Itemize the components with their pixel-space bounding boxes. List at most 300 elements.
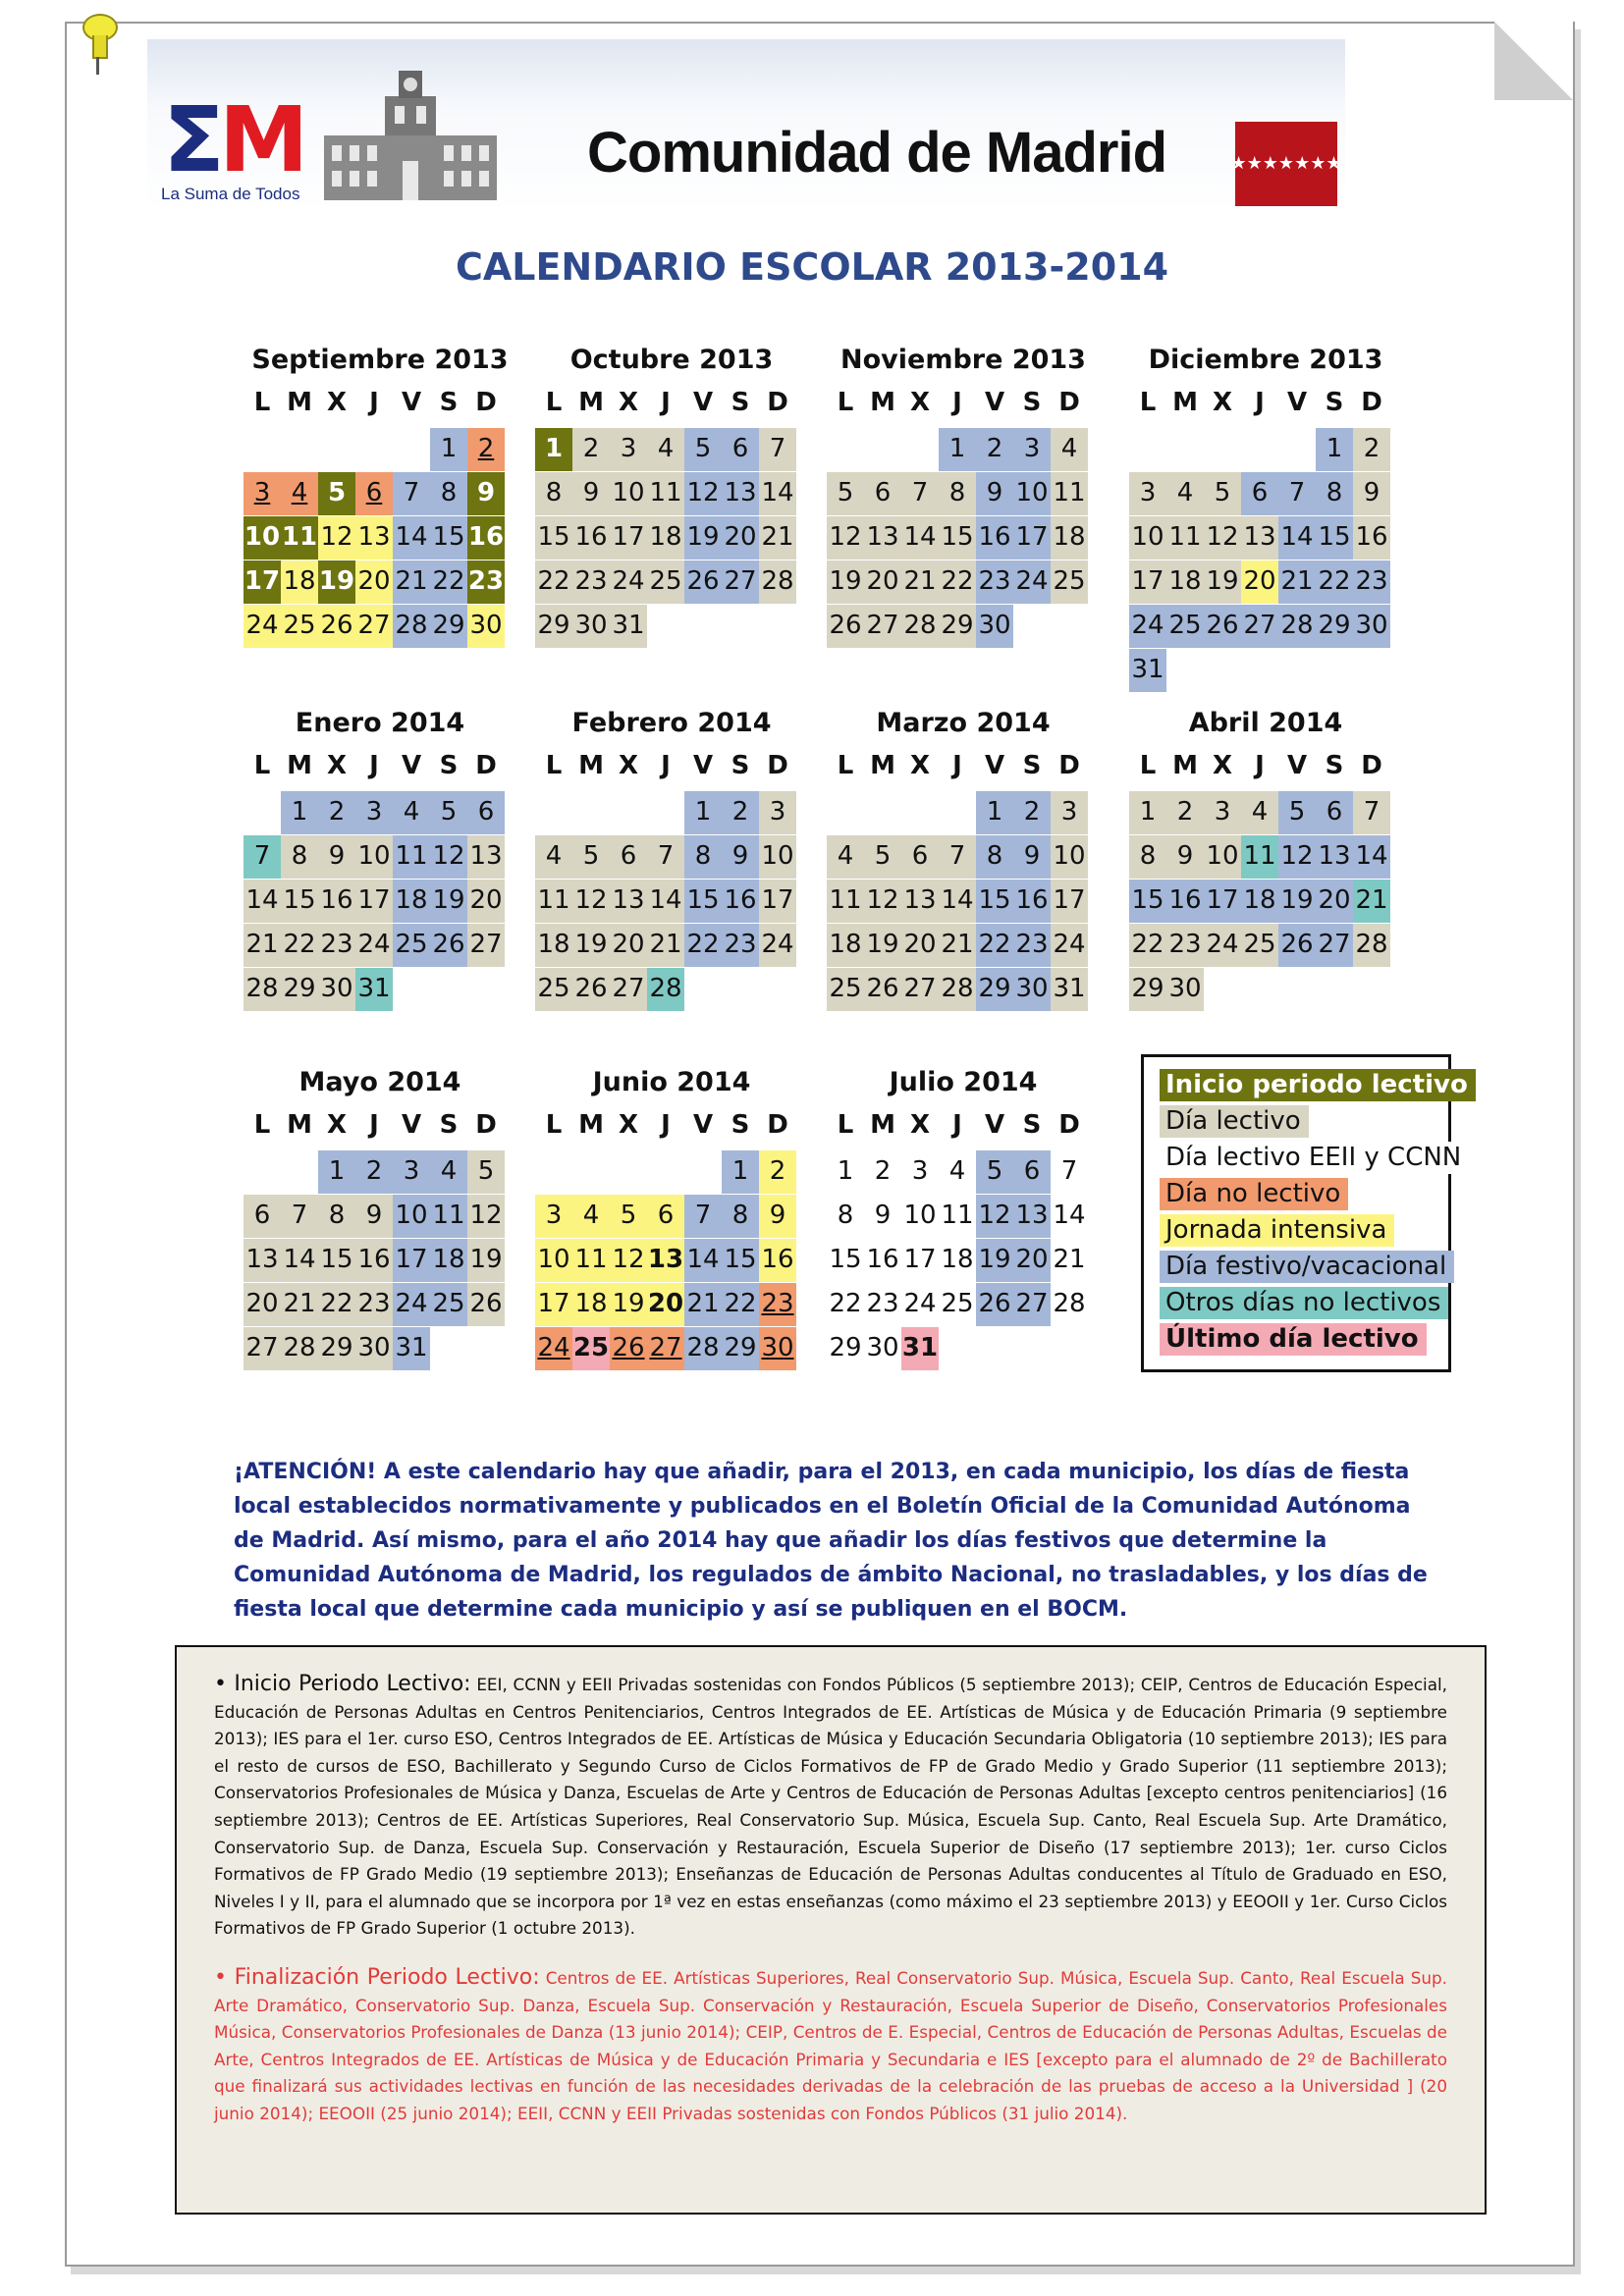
day-cell: 23 xyxy=(759,1283,796,1326)
day-cell: 21 xyxy=(684,1283,722,1326)
day-cell: 16 xyxy=(1013,880,1051,923)
day-cell: 11 xyxy=(941,1201,974,1230)
day-cell: 18 xyxy=(535,924,572,967)
day-cell: 14 xyxy=(684,1239,722,1282)
day-cell: 2 xyxy=(1013,791,1051,834)
day-cell: 26 xyxy=(430,924,467,967)
note-finalizacion-text: Centros de EE. Artísticas Superiores, Real Conservatorio Sup. Música, Escuela Sup. Canto, Real Escuela Sup. Arte Dramático, Conservatorio Sup. Danza, Escuela Sup. Conservación y Restauración, Escuela Superior de Diseño, Conservatorios Profesionales Música, Conservatorios Profesionales de Danza (13 junio 2014); CEIP, Centros de E. Especial, Centros de Educación de Personas Adultas, Escuelas de Arte, Centros Integrados de EE. Artísticas de Música y de Educación Primaria y Secundaria e IES [excepto para el alumnado de 2º de Bachillerato que finalizará sus actividades lectivas en función de las necesidades derivadas de la celebración de las pruebas de acceso a la Universidad ] (20 junio 2014); EEOOII (25 junio 2014); EEII, CCNN y EEII Privadas sostenidas con Fondos Públicos (31 julio 2014). xyxy=(214,1967,1448,2123)
day-cell: 2 xyxy=(976,428,1013,471)
day-cell: 4 xyxy=(572,1195,610,1238)
day-cell: 31 xyxy=(1129,649,1166,692)
weekday-label: L xyxy=(1139,388,1157,417)
day-grid xyxy=(1129,791,1402,1011)
day-cell: 24 xyxy=(759,924,796,967)
weekday-label: M xyxy=(287,1110,312,1140)
weekday-label: D xyxy=(1058,751,1080,780)
day-grid xyxy=(1129,428,1402,692)
day-cell: 28 xyxy=(1278,605,1316,648)
day-cell: 18 xyxy=(1241,880,1278,923)
day-cell: 27 xyxy=(647,1327,684,1370)
day-cell: 10 xyxy=(1204,835,1241,879)
day-cell: 26 xyxy=(976,1283,1013,1326)
day-cell: 22 xyxy=(722,1283,759,1326)
day-cell: 29 xyxy=(535,605,572,648)
day-cell: 13 xyxy=(722,472,759,515)
day-grid xyxy=(827,428,1100,648)
day-cell: 28 xyxy=(1053,1289,1086,1318)
day-cell: 9 xyxy=(467,472,505,515)
weekday-label: V xyxy=(984,1110,1005,1140)
pushpin-icon xyxy=(77,8,120,77)
day-cell: 7 xyxy=(647,835,684,879)
day-cell: 10 xyxy=(903,1201,937,1230)
day-cell: 7 xyxy=(281,1195,318,1238)
day-cell: 17 xyxy=(759,880,796,923)
weekday-label: L xyxy=(545,751,563,780)
day-cell: 27 xyxy=(864,605,901,648)
day-cell: 26 xyxy=(467,1283,505,1326)
day-cell: 15 xyxy=(535,516,572,560)
month-name: Julio 2014 xyxy=(889,1067,1038,1097)
day-cell: 7 xyxy=(684,1195,722,1238)
month-calendar xyxy=(244,344,516,648)
day-cell: 27 xyxy=(610,968,647,1011)
day-cell: 12 xyxy=(1278,835,1316,879)
day-cell: 11 xyxy=(430,1195,467,1238)
day-cell: 20 xyxy=(864,561,901,604)
day-cell: 17 xyxy=(244,561,281,604)
day-cell: 28 xyxy=(684,1327,722,1370)
day-cell: 12 xyxy=(827,516,864,560)
day-cell: 20 xyxy=(610,924,647,967)
weekday-label: J xyxy=(661,1110,671,1140)
weekday-header xyxy=(827,385,1100,420)
day-cell: 24 xyxy=(903,1289,937,1318)
weekday-label: X xyxy=(618,388,639,417)
day-cell: 27 xyxy=(1241,605,1278,648)
day-cell: 21 xyxy=(1053,1245,1086,1274)
day-cell: 4 xyxy=(393,791,430,834)
em-logo: ΣM xyxy=(163,87,303,192)
day-cell: 31 xyxy=(610,605,647,648)
day-cell: 26 xyxy=(1204,605,1241,648)
weekday-header xyxy=(244,748,516,783)
day-cell: 3 xyxy=(244,472,281,515)
weekday-label: D xyxy=(475,388,497,417)
day-cell: 21 xyxy=(1353,880,1390,923)
day-cell: 7 xyxy=(759,428,796,471)
day-cell: 9 xyxy=(1013,835,1051,879)
weekday-label: L xyxy=(253,388,271,417)
day-cell: 20 xyxy=(901,924,939,967)
day-cell: 27 xyxy=(1316,924,1353,967)
weekday-label: S xyxy=(439,388,459,417)
day-cell: 22 xyxy=(684,924,722,967)
day-cell: 15 xyxy=(1129,880,1166,923)
day-cell: 5 xyxy=(572,835,610,879)
month-name: Marzo 2014 xyxy=(876,708,1051,738)
day-cell: 23 xyxy=(1166,924,1204,967)
day-cell: 13 xyxy=(901,880,939,923)
day-cell: 12 xyxy=(318,516,355,560)
day-cell: 25 xyxy=(1166,605,1204,648)
day-cell: 30 xyxy=(1353,605,1390,648)
day-cell: 13 xyxy=(1241,516,1278,560)
month-calendar xyxy=(535,707,808,1011)
weekday-label: L xyxy=(837,1110,854,1140)
day-cell: 24 xyxy=(1051,924,1088,967)
day-cell: 25 xyxy=(647,561,684,604)
day-cell: 8 xyxy=(722,1195,759,1238)
weekday-label: S xyxy=(1022,388,1042,417)
day-cell: 28 xyxy=(281,1327,318,1370)
day-cell: 3 xyxy=(610,428,647,471)
day-cell: 17 xyxy=(355,880,393,923)
day-cell: 29 xyxy=(939,605,976,648)
day-cell: 24 xyxy=(355,924,393,967)
legend xyxy=(1141,1054,1468,1372)
day-cell: 21 xyxy=(939,924,976,967)
day-cell: 2 xyxy=(1166,791,1204,834)
day-cell: 18 xyxy=(1051,516,1088,560)
day-cell: 22 xyxy=(829,1289,862,1318)
weekday-label: M xyxy=(870,751,895,780)
day-cell: 25 xyxy=(572,1327,610,1370)
day-cell: 7 xyxy=(1278,472,1316,515)
weekday-label: D xyxy=(767,388,788,417)
weekday-label: J xyxy=(1255,751,1265,780)
day-cell: 29 xyxy=(976,968,1013,1011)
day-cell: 14 xyxy=(1353,835,1390,879)
weekday-header xyxy=(244,385,516,420)
weekday-label: M xyxy=(287,388,312,417)
day-cell: 2 xyxy=(722,791,759,834)
day-cell: 21 xyxy=(1278,561,1316,604)
weekday-label: L xyxy=(545,388,563,417)
day-cell: 1 xyxy=(837,1156,854,1186)
day-cell: 26 xyxy=(572,968,610,1011)
day-cell: 24 xyxy=(1204,924,1241,967)
day-cell: 29 xyxy=(430,605,467,648)
day-cell: 28 xyxy=(244,968,281,1011)
day-cell: 15 xyxy=(976,880,1013,923)
day-cell: 1 xyxy=(1316,428,1353,471)
day-cell: 26 xyxy=(684,561,722,604)
day-cell: 23 xyxy=(1013,924,1051,967)
day-cell: 10 xyxy=(244,516,281,560)
day-cell: 26 xyxy=(864,968,901,1011)
legend-item-lectivo-eeii: Día lectivo EEII y CCNN xyxy=(1160,1142,1469,1174)
weekday-label: L xyxy=(837,388,854,417)
note-finalizacion xyxy=(214,1964,1447,2128)
weekday-header xyxy=(1129,385,1402,420)
day-cell: 3 xyxy=(911,1156,929,1186)
day-cell: 1 xyxy=(939,428,976,471)
note-inicio xyxy=(214,1671,1447,1943)
day-cell: 9 xyxy=(874,1201,892,1230)
day-cell: 21 xyxy=(281,1283,318,1326)
day-cell: 27 xyxy=(722,561,759,604)
day-cell: 14 xyxy=(1053,1201,1086,1230)
month-calendar xyxy=(244,707,516,1011)
day-cell: 7 xyxy=(244,835,281,879)
day-cell: 3 xyxy=(1204,791,1241,834)
day-cell: 10 xyxy=(610,472,647,515)
weekday-label: X xyxy=(618,1110,639,1140)
day-cell: 8 xyxy=(1129,835,1166,879)
month-calendar xyxy=(827,707,1100,1011)
day-cell: 19 xyxy=(827,561,864,604)
day-cell: 29 xyxy=(829,1333,862,1362)
day-cell: 17 xyxy=(1204,880,1241,923)
day-cell: 30 xyxy=(976,605,1013,648)
day-cell: 28 xyxy=(1353,924,1390,967)
day-cell: 15 xyxy=(430,516,467,560)
day-cell: 23 xyxy=(1353,561,1390,604)
weekday-label: X xyxy=(326,388,348,417)
day-cell: 24 xyxy=(244,605,281,648)
day-cell: 18 xyxy=(430,1239,467,1282)
day-cell: 14 xyxy=(393,516,430,560)
day-cell: 9 xyxy=(1353,472,1390,515)
day-cell: 7 xyxy=(1060,1156,1078,1186)
weekday-header xyxy=(827,1107,1100,1143)
legend-item-intensiva: Jornada intensiva xyxy=(1160,1214,1394,1247)
day-cell: 9 xyxy=(722,835,759,879)
weekday-label: V xyxy=(984,751,1005,780)
day-cell: 4 xyxy=(1166,472,1204,515)
day-cell: 29 xyxy=(281,968,318,1011)
day-cell: 14 xyxy=(1278,516,1316,560)
month-calendar xyxy=(1129,344,1402,692)
day-cell: 14 xyxy=(939,880,976,923)
day-cell: 30 xyxy=(759,1327,796,1370)
day-cell: 6 xyxy=(1316,791,1353,834)
day-cell: 20 xyxy=(355,561,393,604)
day-cell: 24 xyxy=(393,1283,430,1326)
day-cell: 26 xyxy=(610,1327,647,1370)
day-cell: 21 xyxy=(647,924,684,967)
day-cell: 3 xyxy=(1013,428,1051,471)
attention-note: ¡ATENCIÓN! A este calendario hay que añadir, para el 2013, en cada municipio, los días de fiesta local establecidos normativamente y publicados en el Boletín Oficial de la Comunidad Autónoma de Madrid. Así mismo, para el año 2014 hay que añadir los días festivos que determine la Comunidad Autónoma de Madrid, los regulados de ámbito Nacional, no trasladables, y los días de fiesta local que determine cada municipio y así se publiquen en el BOCM. xyxy=(234,1460,1428,1622)
day-cell: 9 xyxy=(759,1195,796,1238)
day-cell: 23 xyxy=(722,924,759,967)
weekday-label: S xyxy=(731,1110,750,1140)
day-cell: 5 xyxy=(318,472,355,515)
weekday-label: V xyxy=(401,751,422,780)
day-cell: 8 xyxy=(684,835,722,879)
day-cell: 7 xyxy=(393,472,430,515)
day-cell: 13 xyxy=(355,516,393,560)
day-cell: 3 xyxy=(759,791,796,834)
month-name: Febrero 2014 xyxy=(571,708,772,738)
day-cell: 4 xyxy=(535,835,572,879)
day-cell: 25 xyxy=(941,1289,974,1318)
day-cell: 1 xyxy=(430,428,467,471)
day-cell: 1 xyxy=(684,791,722,834)
day-cell: 23 xyxy=(866,1289,899,1318)
weekday-header xyxy=(535,1107,808,1143)
day-cell: 13 xyxy=(1013,1195,1051,1238)
day-cell: 12 xyxy=(684,472,722,515)
day-cell: 18 xyxy=(572,1283,610,1326)
day-cell: 24 xyxy=(535,1327,572,1370)
day-cell: 21 xyxy=(393,561,430,604)
day-cell: 1 xyxy=(535,428,572,471)
day-cell: 27 xyxy=(901,968,939,1011)
day-cell: 15 xyxy=(318,1239,355,1282)
day-cell: 15 xyxy=(829,1245,862,1274)
day-cell: 16 xyxy=(318,880,355,923)
day-cell: 11 xyxy=(535,880,572,923)
note-finalizacion-heading: • Finalización Periodo Lectivo: xyxy=(214,1964,540,1990)
day-cell: 9 xyxy=(318,835,355,879)
day-cell: 25 xyxy=(1241,924,1278,967)
day-cell: 8 xyxy=(837,1201,854,1230)
day-cell: 19 xyxy=(684,516,722,560)
day-cell: 19 xyxy=(1204,561,1241,604)
day-cell: 9 xyxy=(976,472,1013,515)
day-cell: 3 xyxy=(535,1195,572,1238)
day-cell: 29 xyxy=(318,1327,355,1370)
day-cell: 21 xyxy=(901,561,939,604)
banner-title: Comunidad de Madrid xyxy=(587,121,1166,185)
day-cell: 28 xyxy=(939,968,976,1011)
day-cell: 4 xyxy=(430,1150,467,1194)
day-cell: 23 xyxy=(355,1283,393,1326)
month-calendar xyxy=(827,344,1100,648)
day-cell: 30 xyxy=(1013,968,1051,1011)
day-cell: 22 xyxy=(1129,924,1166,967)
day-cell: 29 xyxy=(722,1327,759,1370)
day-cell: 22 xyxy=(939,561,976,604)
day-cell: 20 xyxy=(1013,1239,1051,1282)
day-cell: 26 xyxy=(318,605,355,648)
page-curl xyxy=(1494,22,1573,100)
day-grid xyxy=(827,1150,1100,1370)
day-cell: 15 xyxy=(939,516,976,560)
weekday-label: D xyxy=(767,1110,788,1140)
day-cell: 19 xyxy=(572,924,610,967)
day-cell: 30 xyxy=(318,968,355,1011)
day-cell: 16 xyxy=(355,1239,393,1282)
month-name: Diciembre 2013 xyxy=(1148,345,1383,375)
day-cell: 14 xyxy=(759,472,796,515)
legend-item-lectivo: Día lectivo xyxy=(1160,1105,1309,1138)
day-cell: 17 xyxy=(535,1283,572,1326)
day-cell: 2 xyxy=(467,428,505,471)
month-name: Noviembre 2013 xyxy=(840,345,1086,375)
day-cell: 13 xyxy=(647,1239,684,1282)
day-cell: 6 xyxy=(244,1195,281,1238)
weekday-label: V xyxy=(692,388,714,417)
weekday-label: M xyxy=(287,751,312,780)
day-cell: 23 xyxy=(976,561,1013,604)
day-cell: 11 xyxy=(647,472,684,515)
day-cell: 15 xyxy=(722,1239,759,1282)
weekday-label: S xyxy=(1325,388,1344,417)
day-cell: 25 xyxy=(281,605,318,648)
note-inicio-heading: • Inicio Periodo Lectivo: xyxy=(214,1672,471,1696)
day-cell: 16 xyxy=(759,1239,796,1282)
day-cell: 30 xyxy=(572,605,610,648)
day-cell: 22 xyxy=(318,1283,355,1326)
day-cell: 11 xyxy=(1241,835,1278,879)
month-calendar xyxy=(1129,707,1402,1011)
day-cell: 9 xyxy=(572,472,610,515)
legend-item-no-lectivo: Día no lectivo xyxy=(1160,1178,1348,1210)
day-grid xyxy=(535,1150,808,1370)
weekday-label: L xyxy=(545,1110,563,1140)
day-cell: 16 xyxy=(976,516,1013,560)
day-cell: 13 xyxy=(244,1239,281,1282)
weekday-label: J xyxy=(661,388,671,417)
day-cell: 16 xyxy=(1353,516,1390,560)
day-cell: 17 xyxy=(1129,561,1166,604)
weekday-header xyxy=(535,748,808,783)
weekday-label: M xyxy=(578,751,604,780)
document-title: CALENDARIO ESCOLAR 2013-2014 xyxy=(455,245,1169,289)
day-cell: 14 xyxy=(244,880,281,923)
day-cell: 4 xyxy=(1241,791,1278,834)
day-cell: 18 xyxy=(827,924,864,967)
day-cell: 22 xyxy=(1316,561,1353,604)
month-name: Mayo 2014 xyxy=(298,1067,461,1097)
day-cell: 31 xyxy=(1051,968,1088,1011)
day-cell: 13 xyxy=(467,835,505,879)
day-cell: 6 xyxy=(1013,1150,1051,1194)
day-cell: 1 xyxy=(1129,791,1166,834)
day-cell: 17 xyxy=(903,1245,937,1274)
weekday-label: V xyxy=(1286,751,1308,780)
weekday-label: D xyxy=(1058,1110,1080,1140)
day-cell: 7 xyxy=(901,472,939,515)
day-cell: 4 xyxy=(1051,428,1088,471)
day-cell: 12 xyxy=(572,880,610,923)
day-cell: 10 xyxy=(1129,516,1166,560)
weekday-label: D xyxy=(1058,388,1080,417)
day-cell: 6 xyxy=(610,835,647,879)
day-cell: 15 xyxy=(281,880,318,923)
day-cell: 26 xyxy=(1278,924,1316,967)
weekday-label: J xyxy=(369,1110,379,1140)
day-cell: 8 xyxy=(976,835,1013,879)
day-cell: 30 xyxy=(866,1333,899,1362)
day-cell: 13 xyxy=(1316,835,1353,879)
day-cell: 4 xyxy=(647,428,684,471)
day-cell: 5 xyxy=(827,472,864,515)
day-cell: 9 xyxy=(1166,835,1204,879)
day-cell: 21 xyxy=(759,516,796,560)
day-cell: 20 xyxy=(647,1283,684,1326)
weekday-header xyxy=(535,385,808,420)
weekday-label: L xyxy=(1139,751,1157,780)
day-cell: 1 xyxy=(318,1150,355,1194)
day-cell: 5 xyxy=(976,1150,1013,1194)
day-cell: 28 xyxy=(647,968,684,1011)
day-cell: 23 xyxy=(572,561,610,604)
day-cell: 18 xyxy=(281,561,318,604)
day-cell: 23 xyxy=(318,924,355,967)
month-calendar xyxy=(244,1066,516,1370)
day-grid xyxy=(244,428,516,648)
day-cell: 8 xyxy=(430,472,467,515)
day-cell: 6 xyxy=(864,472,901,515)
day-cell: 2 xyxy=(355,1150,393,1194)
day-cell: 5 xyxy=(1204,472,1241,515)
day-cell: 6 xyxy=(722,428,759,471)
weekday-label: X xyxy=(909,1110,931,1140)
